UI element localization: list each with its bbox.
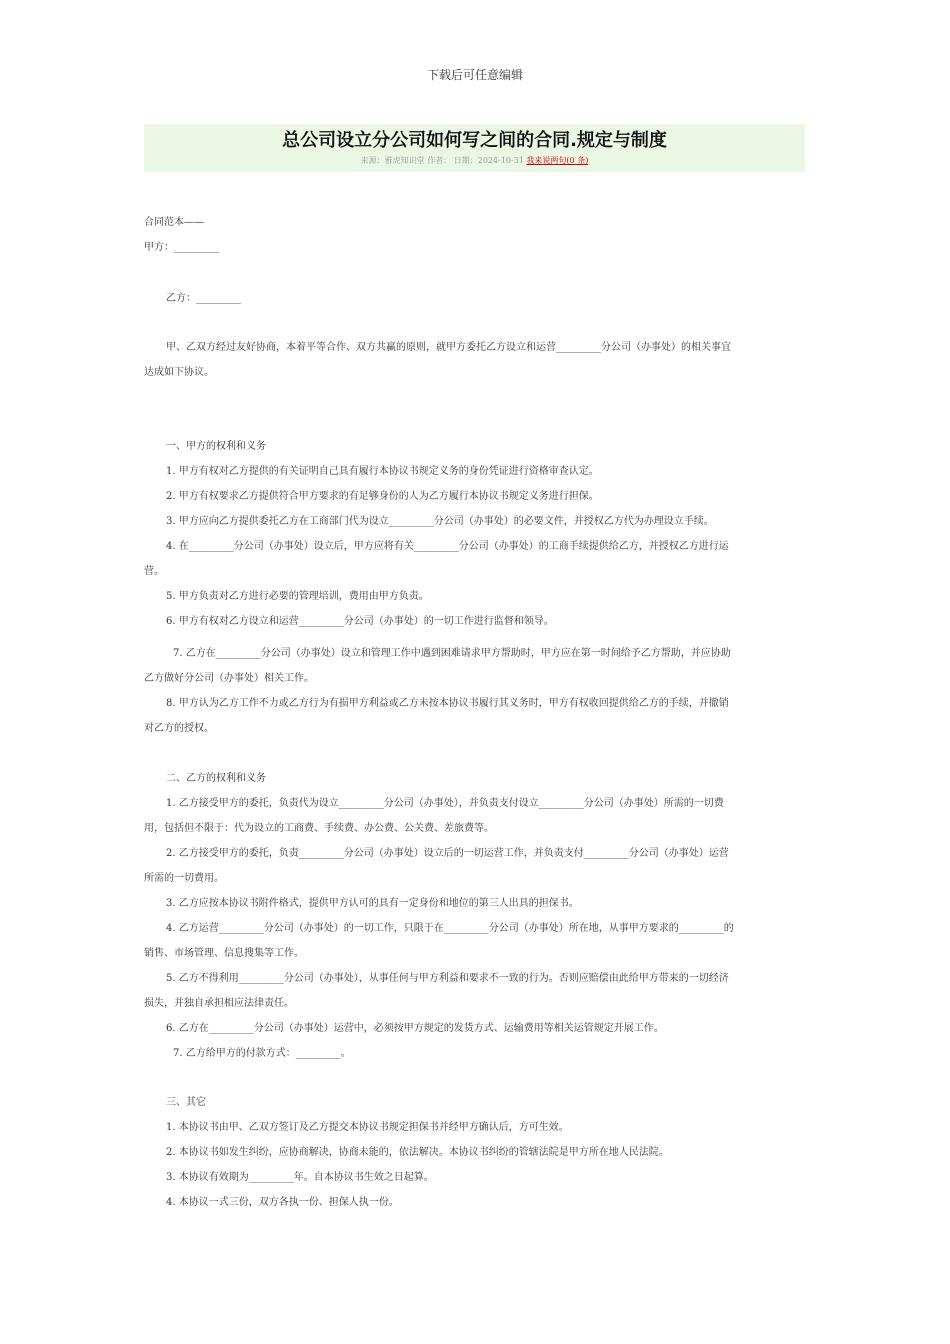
article-title: 总公司设立分公司如何写之间的合同.规定与制度 [282,130,667,151]
clause-line: 7. 乙方给甲方的付款方式：_________。 [173,1048,351,1059]
clause-line: 2. 本协议书如发生纠纷，应协商解决，协商未能的，依法解决。本协议书纠纷的管辖法院是甲方所在地人民法院。 [166,1147,669,1158]
clause-line: 1. 本协议书由甲、乙双方签订及乙方提交本协议书规定担保书并经甲方确认后，方可生效。 [166,1122,569,1133]
date-prefix: 日期： [453,156,478,165]
clause-line: 3. 乙方应按本协议书附件格式，提供甲方认可的具有一定身份和地位的第三人出具的担保书。 [166,898,579,909]
clause-line: 1. 甲方有权对乙方提供的有关证明自己具有履行本协议书规定义务的身份凭证进行资格审查认定。 [166,466,599,477]
clause-line: 4. 在_________分公司（办事处）设立后，甲方应将有关_________分公司（办事处）的工商手续提供给乙方，并授权乙方进行运 [166,541,729,552]
clause-line: 5. 乙方不得利用_________分公司（办事处），从事任何与甲方利益和要求不一致的行为。否则应赔偿由此给甲方带来的一切经济 [166,973,729,984]
source-prefix: 来源： [360,156,385,165]
clause-line: 6. 乙方在_________分公司（办事处）运营中，必须按甲方规定的发货方式、运输费用等相关运管规定开展工作。 [166,1023,664,1034]
clause-line: 1. 乙方接受甲方的委托，负责代为设立_________分公司（办事处），并负责支付设立_________分公司（办事处）所需的一切费 [166,798,724,809]
source-name: 雅虎知识堂 [384,156,425,165]
article-meta [144,155,805,166]
clause-line: 用，包括但不限于：代为设立的工商费、手续费、办公费、公关费、差旅费等。 [144,823,494,834]
clause-line: 对乙方的授权。 [144,723,214,734]
clause-line: 2. 甲方有权要求乙方提供符合甲方要求的有足够身份的人为乙方履行本协议书规定义务进行担保。 [166,491,599,502]
clause-line: 7. 乙方在_________分公司（办事处）设立和管理工作中遇到困难请求甲方帮助时，甲方应在第一时间给予乙方帮助，并应协助 [173,648,731,659]
preamble-line: 达成如下协议。 [144,367,214,378]
article-header [144,124,805,172]
clause-line: 6. 甲方有权对乙方设立和运营_________分公司（办事处）的一切工作进行监督和领导。 [166,616,554,627]
preamble-line: 甲、乙双方经过友好协商，本着平等合作、双方共赢的原则，就甲方委托乙方设立和运营_________分公司（办事处）的相关事宜 [166,342,731,353]
clause-line: 8. 甲方认为乙方工作不力或乙方行为有损甲方利益或乙方未按本协议书履行其义务时，甲方有权收回提供给乙方的手续，并撤销 [166,698,729,709]
clause-line: 损失，并独自承担相应法律责任。 [144,998,294,1009]
section-heading: 三、其它 [166,1097,206,1108]
contract-template-label: 合同范本—— [144,217,204,228]
clause-line: 乙方做好分公司（办事处）相关工作。 [144,673,314,684]
clause-line: 5. 甲方负责对乙方进行必要的管理培训，费用由甲方负责。 [166,591,429,602]
section-heading: 二、乙方的权利和义务 [166,773,266,784]
clause-line: 3. 本协议有效期为_________年。自本协议书生效之日起算。 [166,1172,434,1183]
author-prefix: 作者： [427,156,452,165]
clause-line: 2. 乙方接受甲方的委托，负责_________分公司（办事处）设立后的一切运营工作，并负责支付_________分公司（办事处）运营 [166,848,729,859]
party-a-line: 甲方：_________ [144,242,219,253]
clause-line: 4. 本协议一式三份，双方各执一份、担保人执一份。 [166,1197,399,1208]
clause-line: 4. 乙方运营_________分公司（办事处）的一切工作，只限于在_________分公司（办事处）所在地，从事甲方要求的_________的 [166,923,734,934]
clause-line: 3. 甲方应向乙方提供委托乙方在工商部门代为设立_________分公司（办事处）的必要文件，并授权乙方代为办理设立手续。 [166,516,714,527]
party-b-line: 乙方：_________ [166,293,241,304]
clause-line: 营。 [144,566,164,577]
clause-line: 所需的一切费用。 [144,873,224,884]
comment-link[interactable]: 我来说两句(0 条) [526,156,589,165]
article-date: 2024-10-31 [477,156,524,165]
top-note: 下载后可任意编辑 [426,68,523,82]
section-heading: 一、甲方的权利和义务 [166,441,266,452]
clause-line: 销售、市场管理、信息搜集等工作。 [144,948,304,959]
